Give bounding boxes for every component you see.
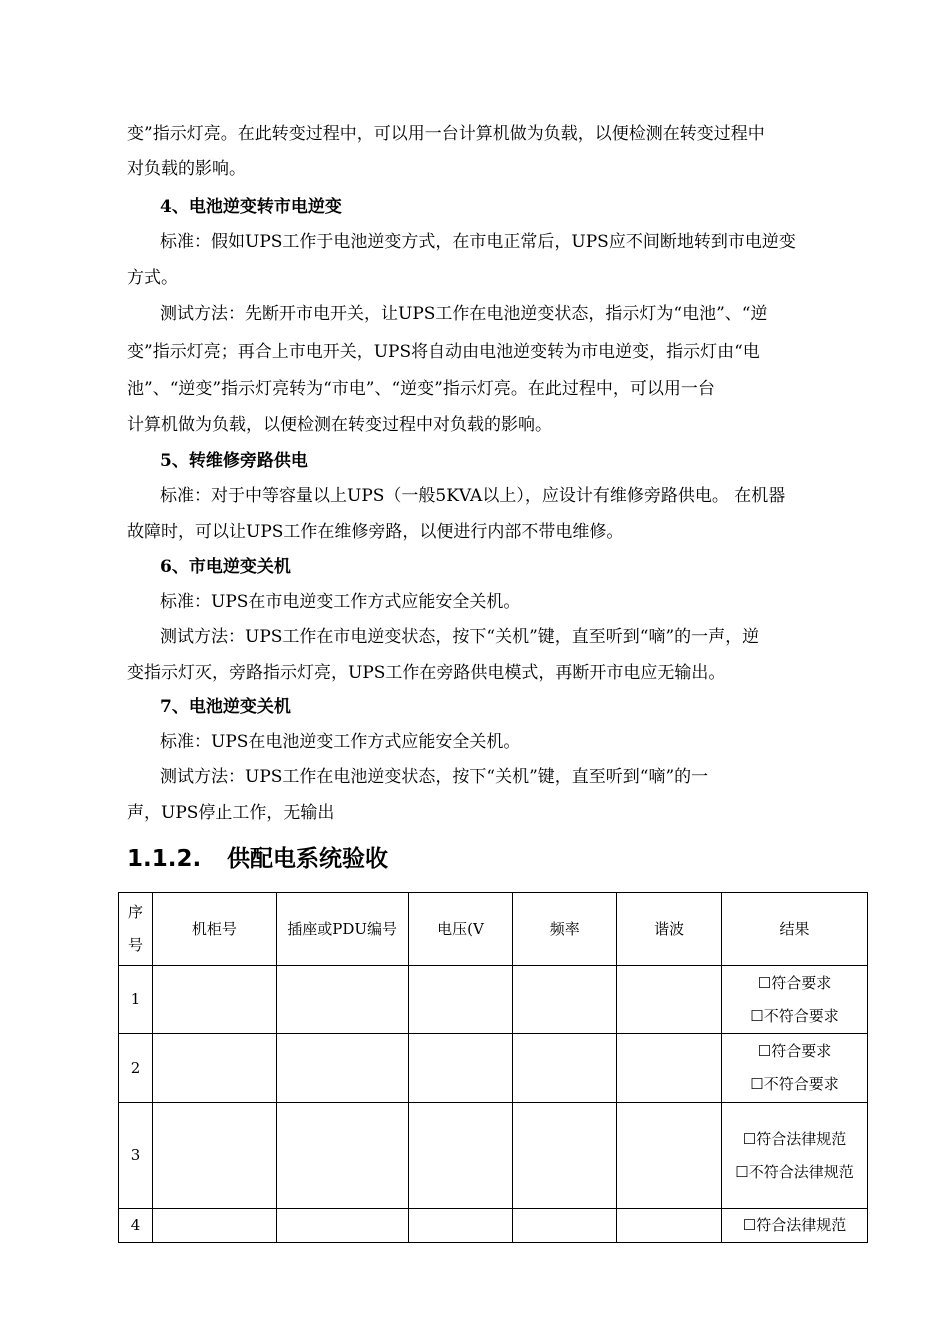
table-row [119,1034,868,1103]
paragraph-line: 声，UPS停止工作，无输出 [127,803,335,823]
paragraph-line: 池”、“逆变”指示灯亮转为“市电”、“逆变”指示灯亮。在此过程中，可以用一台 [127,379,715,399]
cell-voltage [408,966,513,1034]
checkbox-option[interactable]: ☐符合要求 [757,1042,832,1060]
cell-voltage [408,1209,513,1243]
header-cell-frequency: 频率 [513,893,617,966]
paragraph-line: 对负载的影响。 [127,159,246,179]
checkbox-option[interactable]: ☐符合要求 [757,973,832,992]
header-cell-result: 结果 [722,893,868,966]
header-cell-cabinet: 机柜号 [152,893,276,966]
cell-frequency [513,1209,617,1243]
table-row [119,1209,868,1243]
paragraph-line: 变”指示灯亮；再合上市电开关，UPS将自动由电池逆变转为市电逆变，指示灯由“电 [127,342,760,362]
cell-voltage [408,1103,513,1209]
cell-frequency [513,966,617,1034]
paragraph-line: 标准：UPS在电池逆变工作方式应能安全关机。 [160,732,521,752]
paragraph-line: 测试方法：UPS工作在电池逆变状态，按下“关机”键，直至听到“嘀”的一 [160,767,709,787]
cell-harmonic [617,1034,722,1103]
section-heading [127,840,388,873]
paragraph-line: 变”指示灯亮。在此转变过程中，可以用一台计算机做为负载，以便检测在转变过程中 [127,124,765,144]
paragraph-line: 测试方法：先断开市电开关，让UPS工作在电池逆变状态，指示灯为“电池”、“逆 [160,304,768,324]
table-header-row [119,893,868,966]
checkbox-option[interactable]: ☐符合法律规范 [742,1129,847,1148]
table-row [119,966,868,1034]
header-cell-socket: 插座或PDU编号 [276,893,408,966]
cell-result [722,966,868,1034]
section-title: 供配电系统验收 [227,846,388,872]
paragraph-line: 方式。 [127,268,178,288]
checkbox-option[interactable]: ☐不符合法律规范 [735,1162,854,1181]
subheading-4: 4、电池逆变转市电逆变 [160,197,342,217]
paragraph-line: 变指示灯灭，旁路指示灯亮，UPS工作在旁路供电模式，再断开市电应无输出。 [127,663,726,683]
cell-result [722,1034,868,1103]
paragraph-line: 故障时，可以让UPS工作在维修旁路，以便进行内部不带电维修。 [127,522,624,542]
cell-cabinet [152,1103,276,1209]
subheading-6: 6、市电逆变关机 [160,557,291,577]
subheading-7: 7、电池逆变关机 [160,697,291,717]
cell-voltage [408,1034,513,1103]
cell-result [722,1209,868,1243]
paragraph-line: 标准：假如UPS工作于电池逆变方式，在市电正常后，UPS应不间断地转到市电逆变 [160,232,796,252]
row-index: 1 [119,966,153,1034]
acceptance-table [118,892,868,1243]
cell-harmonic [617,1209,722,1243]
cell-socket [276,966,408,1034]
header-cell-voltage: 电压(V [408,893,513,966]
subheading-5: 5、转维修旁路供电 [160,451,308,471]
row-index: 2 [119,1034,153,1103]
cell-result [722,1103,868,1209]
section-number: 1.1.2. [127,846,202,872]
cell-harmonic [617,966,722,1034]
checkbox-option[interactable]: ☐不符合要求 [750,1075,839,1093]
cell-cabinet [152,1034,276,1103]
checkbox-option[interactable]: ☐不符合要求 [750,1006,839,1025]
cell-socket [276,1103,408,1209]
cell-frequency [513,1034,617,1103]
header-cell-harmonic: 谐波 [617,893,722,966]
header-cell-index: 序号 [119,893,153,966]
paragraph-line: 标准：UPS在市电逆变工作方式应能安全关机。 [160,592,521,612]
cell-socket [276,1034,408,1103]
cell-cabinet [152,966,276,1034]
checkbox-option[interactable]: ☐符合法律规范 [742,1216,847,1234]
cell-socket [276,1209,408,1243]
row-index: 4 [119,1209,153,1243]
cell-frequency [513,1103,617,1209]
row-index: 3 [119,1103,153,1209]
paragraph-line: 标准：对于中等容量以上UPS（一般5KVA以上），应设计有维修旁路供电。 在机器 [160,486,786,506]
cell-cabinet [152,1209,276,1243]
cell-harmonic [617,1103,722,1209]
table-row [119,1103,868,1209]
paragraph-line: 测试方法：UPS工作在市电逆变状态，按下“关机”键，直至听到“嘀”的一声，逆 [160,627,760,647]
paragraph-line: 计算机做为负载，以便检测在转变过程中对负载的影响。 [127,415,552,435]
